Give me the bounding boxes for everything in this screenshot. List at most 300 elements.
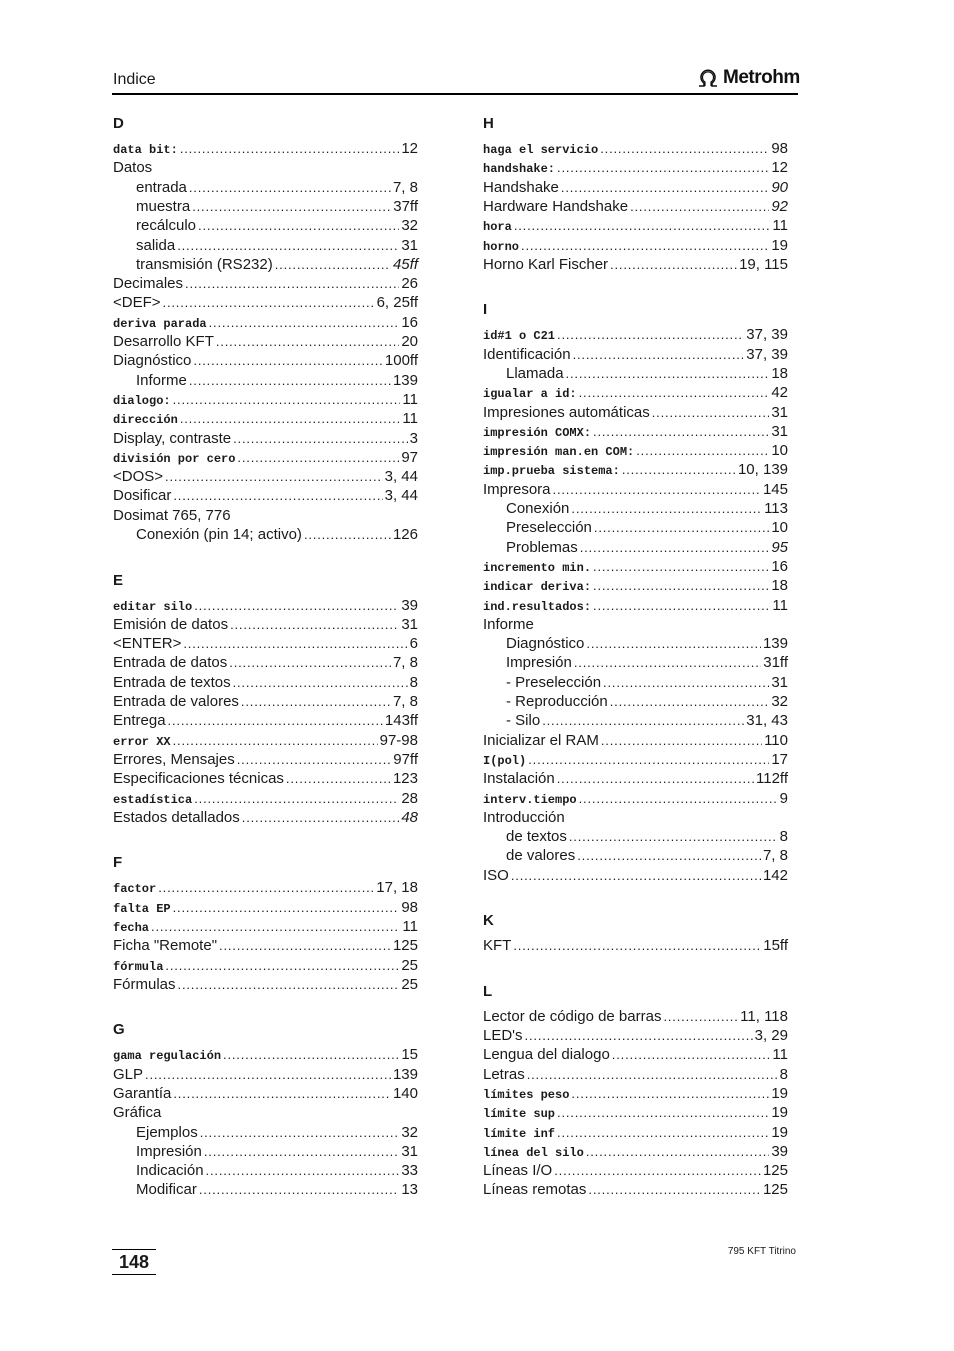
- index-entry: [113, 615, 418, 634]
- index-entry: [483, 936, 788, 955]
- index-entry: [113, 956, 418, 975]
- index-entry: [113, 673, 418, 692]
- index-entry: [483, 403, 788, 422]
- index-entry-label: de textos: [506, 828, 567, 846]
- section-letter: G: [113, 1021, 125, 1039]
- index-entry: [113, 1084, 418, 1103]
- index-entry-page: 7, 8: [392, 654, 418, 672]
- index-entry: [113, 808, 418, 827]
- dot-leader: [163, 293, 375, 312]
- index-entry: [113, 448, 418, 467]
- dot-leader: [230, 615, 399, 634]
- index-entry-label: handshake:: [483, 162, 556, 177]
- index-entry: [136, 216, 418, 235]
- index-entry-page: 31, 43: [746, 712, 788, 730]
- index-entry: [483, 383, 788, 402]
- brand-logo-text: Metrohm: [723, 67, 800, 88]
- dot-leader: [173, 390, 401, 409]
- index-entry-page: 9: [779, 789, 788, 807]
- index-entry-label: factor: [113, 882, 157, 897]
- dot-leader: [151, 917, 400, 936]
- dot-leader: [663, 1007, 738, 1026]
- index-entry-page: 110: [764, 731, 788, 749]
- page-number: 148: [112, 1249, 156, 1275]
- index-entry-label: Display, contraste: [113, 429, 232, 447]
- index-entry-label: Letras: [483, 1065, 525, 1083]
- index-entry: [136, 1180, 418, 1199]
- index-entry: [113, 390, 418, 409]
- dot-leader: [237, 750, 392, 769]
- index-entry-label: GLP: [113, 1065, 144, 1083]
- index-entry-label: Instalación: [483, 770, 555, 788]
- index-entry: [136, 525, 418, 544]
- index-entry: [483, 178, 788, 197]
- dot-leader: [229, 653, 391, 672]
- index-entry-page: 6: [409, 635, 418, 653]
- dot-leader: [593, 422, 769, 441]
- section-letter: K: [483, 912, 494, 930]
- dot-leader: [198, 216, 399, 235]
- index-entry: [113, 351, 418, 370]
- index-entry: [113, 769, 418, 788]
- dot-leader: [193, 351, 383, 370]
- index-entry: [506, 711, 788, 730]
- index-entry: [113, 139, 418, 158]
- index-entry: [483, 1026, 788, 1045]
- index-entry-page: 100ff: [384, 352, 418, 370]
- index-entry: [506, 634, 788, 653]
- index-entry-label: Llamada: [506, 364, 564, 382]
- index-entry-label: estadística: [113, 792, 193, 807]
- dot-leader: [593, 596, 770, 615]
- index-entry: [113, 731, 418, 750]
- index-entry: [483, 480, 788, 499]
- index-entry-page: 16: [771, 557, 788, 575]
- index-entry: [136, 197, 418, 216]
- section-letter: H: [483, 115, 494, 132]
- index-entry: [483, 1007, 788, 1026]
- index-entry-label: Entrega: [113, 712, 166, 730]
- dot-leader: [145, 1065, 391, 1084]
- index-entry-label: Decimales: [113, 275, 184, 293]
- index-entry: [483, 808, 788, 827]
- index-entry-label: indicar deriva:: [483, 580, 592, 595]
- index-entry: [113, 274, 418, 293]
- dot-leader: [557, 1103, 769, 1122]
- index-entry: [113, 692, 418, 711]
- index-entry: [506, 364, 788, 383]
- index-entry-page: 31: [771, 422, 788, 440]
- index-entry-label: recálculo: [136, 217, 197, 235]
- dot-leader: [603, 673, 769, 692]
- index-entry: [506, 846, 788, 865]
- index-entry: [483, 255, 788, 274]
- index-entry-label: error XX: [113, 734, 171, 749]
- dot-leader: [286, 769, 391, 788]
- dot-leader: [189, 371, 391, 390]
- dot-leader: [580, 538, 770, 557]
- index-entry-page: 145: [762, 480, 788, 498]
- index-entry-label: límites peso: [483, 1087, 570, 1102]
- index-entry: [483, 325, 788, 344]
- index-entry-label: editar silo: [113, 599, 193, 614]
- index-entry: [483, 158, 788, 177]
- dot-leader: [573, 345, 745, 364]
- index-entry: [483, 1161, 788, 1180]
- index-entry: [136, 1123, 418, 1142]
- section-letter: I: [483, 301, 488, 319]
- dot-leader: [511, 866, 761, 885]
- index-entry-page: 31: [401, 1142, 418, 1160]
- index-entry-label: Dosificar: [113, 487, 172, 505]
- index-entry: [113, 506, 418, 525]
- index-entry-label: línea del silo: [483, 1145, 584, 1160]
- index-entry-label: falta EP: [113, 901, 171, 916]
- index-entry-label: igualar a id:: [483, 387, 577, 402]
- index-entry-label: impresión man.en COM:: [483, 445, 635, 460]
- dot-leader: [593, 576, 769, 595]
- index-entry-label: - Silo: [506, 712, 541, 730]
- index-entry-page: 7, 8: [762, 847, 788, 865]
- index-entry: [506, 692, 788, 711]
- index-entry: [113, 467, 418, 486]
- index-entry-page: 8: [779, 828, 788, 846]
- index-entry-page: 48: [401, 808, 418, 826]
- index-entry-page: 3, 44: [384, 487, 418, 505]
- index-entry-label: data bit:: [113, 143, 178, 157]
- index-entry-label: Dosimat 765, 776: [113, 506, 231, 524]
- index-entry-label: fecha: [113, 920, 150, 935]
- index-entry-label: Gráfica: [113, 1104, 162, 1122]
- index-entry-label: interv.tiempo: [483, 792, 577, 807]
- index-entry-label: Emisión de datos: [113, 615, 229, 633]
- index-entry: [483, 1103, 788, 1122]
- dot-leader: [219, 936, 391, 955]
- index-entry-page: 32: [401, 1123, 418, 1141]
- dot-leader: [514, 216, 771, 235]
- dot-leader: [173, 898, 400, 917]
- dot-leader: [554, 1161, 761, 1180]
- dot-leader: [571, 499, 762, 518]
- dot-leader: [588, 1180, 761, 1199]
- index-entry-page: 125: [762, 1181, 788, 1199]
- index-entry-page: 3, 29: [754, 1027, 788, 1044]
- index-entry: [113, 486, 418, 505]
- index-entry-label: deriva parada: [113, 316, 207, 331]
- index-entry-page: 3, 44: [384, 468, 418, 486]
- index-entry: [483, 1180, 788, 1199]
- index-entry: [136, 371, 418, 390]
- index-entry-label: de valores: [506, 847, 576, 865]
- index-entry-label: Preselección: [506, 519, 592, 537]
- dot-leader: [158, 878, 374, 897]
- index-entry-label: Impresión: [136, 1142, 202, 1160]
- index-entry-label: Impresión: [506, 654, 572, 672]
- dot-leader: [209, 313, 400, 332]
- dot-leader: [610, 692, 770, 711]
- index-entry-page: 139: [392, 1065, 418, 1083]
- omega-logo-icon: [696, 68, 720, 88]
- index-entry-page: 19: [771, 1104, 788, 1122]
- index-entry: [483, 460, 788, 479]
- index-entry-label: muestra: [136, 197, 191, 215]
- index-entry-page: 139: [762, 635, 788, 653]
- dot-leader: [610, 255, 737, 274]
- index-entry: [483, 1142, 788, 1161]
- index-entry: [113, 975, 418, 994]
- index-entry-page: 97ff: [393, 750, 418, 768]
- index-entry-page: 8: [779, 1065, 788, 1083]
- index-entry-label: id#1 o C21: [483, 329, 556, 344]
- index-entry: [113, 789, 418, 808]
- dot-leader: [200, 1123, 400, 1142]
- dot-leader: [194, 789, 399, 808]
- dot-leader: [528, 750, 769, 769]
- index-entry-page: 8: [409, 673, 418, 691]
- dot-leader: [542, 711, 744, 730]
- index-entry-page: 11, 118: [740, 1007, 788, 1025]
- index-entry: [483, 422, 788, 441]
- index-entry: [483, 345, 788, 364]
- index-entry-label: límite sup: [483, 1107, 556, 1122]
- index-entry-label: Modificar: [136, 1181, 197, 1199]
- dot-leader: [566, 364, 770, 383]
- dot-leader: [527, 1065, 778, 1084]
- index-entry: [483, 615, 788, 634]
- dot-leader: [173, 731, 378, 750]
- index-entry: [113, 936, 418, 955]
- dot-leader: [165, 467, 383, 486]
- index-entry-label: transmisión (RS232): [136, 255, 273, 273]
- index-entry: [483, 441, 788, 460]
- index-entry-page: 125: [392, 937, 418, 955]
- index-entry: [506, 499, 788, 518]
- index-entry-page: 45ff: [392, 255, 418, 273]
- index-entry-page: 42: [771, 384, 788, 402]
- index-entry-label: Fórmulas: [113, 975, 176, 993]
- dot-leader: [557, 325, 744, 344]
- dot-leader: [165, 956, 399, 975]
- index-entry-page: 10: [771, 442, 788, 460]
- index-entry: [113, 917, 418, 936]
- dot-leader: [199, 1180, 399, 1199]
- section-letter: D: [113, 115, 124, 132]
- dot-leader: [521, 236, 769, 255]
- dot-leader: [185, 274, 399, 293]
- dot-leader: [180, 139, 400, 158]
- dot-leader: [275, 255, 391, 274]
- dot-leader: [594, 518, 769, 537]
- dot-leader: [579, 789, 778, 808]
- index-entry-label: gama regulación: [113, 1049, 222, 1064]
- index-entry-label: dirección: [113, 413, 178, 428]
- index-entry-page: 37ff: [393, 197, 418, 215]
- index-entry-page: 123: [392, 770, 418, 788]
- index-entry-label: Entrada de textos: [113, 673, 231, 691]
- index-entry: [483, 197, 788, 216]
- index-entry-label: Estados detallados: [113, 808, 240, 826]
- index-entry: [483, 557, 788, 576]
- index-entry: [113, 634, 418, 653]
- dot-leader: [557, 769, 754, 788]
- index-entry: [136, 1161, 418, 1180]
- index-entry: [113, 1065, 418, 1084]
- dot-leader: [304, 525, 391, 544]
- dot-leader: [189, 178, 391, 197]
- dot-leader: [586, 634, 761, 653]
- index-entry-label: haga el servicio: [483, 143, 599, 157]
- dot-leader: [577, 846, 761, 865]
- index-entry-label: Líneas I/O: [483, 1162, 553, 1180]
- index-entry-page: 18: [771, 577, 788, 595]
- index-entry-label: I(pol): [483, 753, 527, 768]
- index-entry: [136, 255, 418, 274]
- index-entry: [483, 1084, 788, 1103]
- index-entry-page: 97-98: [379, 731, 418, 749]
- dot-leader: [593, 557, 769, 576]
- brand-logo: [696, 66, 800, 90]
- index-entry: [483, 576, 788, 595]
- index-entry-label: Desarrollo KFT: [113, 333, 214, 350]
- index-entry: [113, 898, 418, 917]
- index-entry-page: 10: [771, 519, 788, 537]
- index-entry-label: KFT: [483, 937, 512, 955]
- index-entry-label: Informe: [483, 615, 534, 633]
- index-entry-page: 11: [772, 596, 788, 614]
- index-entry-label: Diagnóstico: [113, 352, 192, 370]
- index-entry-page: 33: [401, 1162, 418, 1180]
- index-entry-page: 98: [771, 140, 788, 157]
- index-entry-label: Ficha "Remote": [113, 937, 218, 955]
- index-entry-page: 31: [771, 403, 788, 421]
- index-entry-label: Garantía: [113, 1084, 172, 1102]
- index-entry-label: LED's: [483, 1027, 523, 1044]
- dot-leader: [177, 236, 399, 255]
- dot-leader: [192, 197, 391, 216]
- index-entry: [113, 653, 418, 672]
- index-entry-page: 26: [401, 275, 418, 293]
- index-entry-label: imp.prueba sistema:: [483, 464, 620, 479]
- index-entry-page: 19: [771, 236, 788, 254]
- dot-leader: [579, 383, 770, 402]
- footer-doc-title: 795 KFT Titrino: [727, 1246, 796, 1257]
- index-entry-page: 19: [771, 1123, 788, 1141]
- index-entry-label: Diagnóstico: [506, 635, 585, 653]
- index-entry-label: Entrada de valores: [113, 693, 239, 710]
- dot-leader: [216, 332, 399, 351]
- dot-leader: [223, 1045, 399, 1064]
- index-entry-page: 98: [401, 898, 418, 916]
- dot-leader: [557, 1123, 769, 1142]
- dot-leader: [612, 1045, 771, 1064]
- index-entry-label: Conexión: [506, 500, 570, 517]
- dot-leader: [525, 1026, 753, 1045]
- index-entry-page: 113: [764, 500, 788, 517]
- index-entry-label: Introducción: [483, 808, 565, 826]
- index-entry-label: Informe: [136, 371, 187, 389]
- dot-leader: [173, 486, 382, 505]
- index-entry-page: 95: [771, 538, 788, 556]
- index-entry: [506, 518, 788, 537]
- index-entry-label: Ejemplos: [136, 1123, 198, 1141]
- index-entry-page: 25: [401, 956, 418, 974]
- section-letter: F: [113, 854, 123, 872]
- index-entry-page: 15ff: [763, 937, 788, 955]
- dot-leader: [574, 653, 761, 672]
- index-entry-label: incremento min.: [483, 560, 592, 575]
- index-entry: [506, 827, 788, 846]
- index-entry-page: 20: [401, 333, 418, 350]
- index-entry: [483, 866, 788, 885]
- dot-leader: [180, 409, 401, 428]
- dot-leader: [557, 158, 769, 177]
- dot-leader: [173, 1084, 391, 1103]
- index-entry-page: 12: [771, 159, 788, 177]
- index-entry: [113, 711, 418, 730]
- dot-leader: [601, 731, 762, 750]
- index-entry-label: hora: [483, 220, 512, 235]
- index-entry-label: Hardware Handshake: [483, 197, 629, 215]
- index-entry-label: Impresora: [483, 480, 551, 498]
- dot-leader: [652, 403, 770, 422]
- dot-leader: [183, 634, 407, 653]
- index-entry: [136, 178, 418, 197]
- index-entry-page: 7, 8: [392, 693, 418, 710]
- index-entry: [113, 1045, 418, 1064]
- index-entry-label: Lector de código de barras: [483, 1007, 662, 1025]
- index-entry-page: 10, 139: [737, 461, 788, 479]
- index-entry-page: 28: [401, 789, 418, 807]
- dot-leader: [569, 827, 778, 846]
- dot-leader: [636, 441, 769, 460]
- index-entry-label: Horno Karl Fischer: [483, 255, 609, 273]
- index-entry-label: Inicializar el RAM: [483, 731, 599, 749]
- index-entry-label: Impresiones automáticas: [483, 403, 650, 421]
- index-entry-page: 19: [771, 1084, 788, 1102]
- dot-leader: [600, 139, 769, 158]
- index-entry-label: Handshake: [483, 178, 559, 196]
- index-entry-label: entrada: [136, 178, 187, 196]
- index-entry-label: ISO: [483, 866, 509, 884]
- index-entry-label: impresión COMX:: [483, 425, 592, 440]
- index-entry-page: 11: [772, 1046, 788, 1064]
- index-entry: [506, 673, 788, 692]
- index-entry-page: 17, 18: [376, 879, 418, 897]
- index-entry-label: Especificaciones técnicas: [113, 770, 284, 788]
- index-entry-page: 37, 39: [746, 326, 788, 344]
- dot-leader: [571, 1084, 769, 1103]
- index-entry-label: Entrada de datos: [113, 654, 228, 672]
- index-entry: [483, 750, 788, 769]
- index-entry-page: 143ff: [384, 712, 418, 730]
- index-entry-page: 3: [409, 429, 418, 447]
- index-entry-label: límite inf: [483, 1126, 556, 1141]
- dot-leader: [233, 429, 408, 448]
- index-entry-page: 7, 8: [392, 178, 418, 196]
- index-entry: [136, 1142, 418, 1161]
- dot-leader: [237, 448, 399, 467]
- index-entry: [483, 596, 788, 615]
- index-entry-page: 39: [771, 1142, 788, 1160]
- index-entry-page: 31: [401, 615, 418, 633]
- index-entry: [113, 158, 418, 177]
- dot-leader: [241, 692, 391, 711]
- section-letter: L: [483, 982, 493, 1000]
- index-entry: [483, 1123, 788, 1142]
- index-entry-label: Identificación: [483, 345, 571, 363]
- index-entry: [113, 878, 418, 897]
- index-entry: [483, 236, 788, 255]
